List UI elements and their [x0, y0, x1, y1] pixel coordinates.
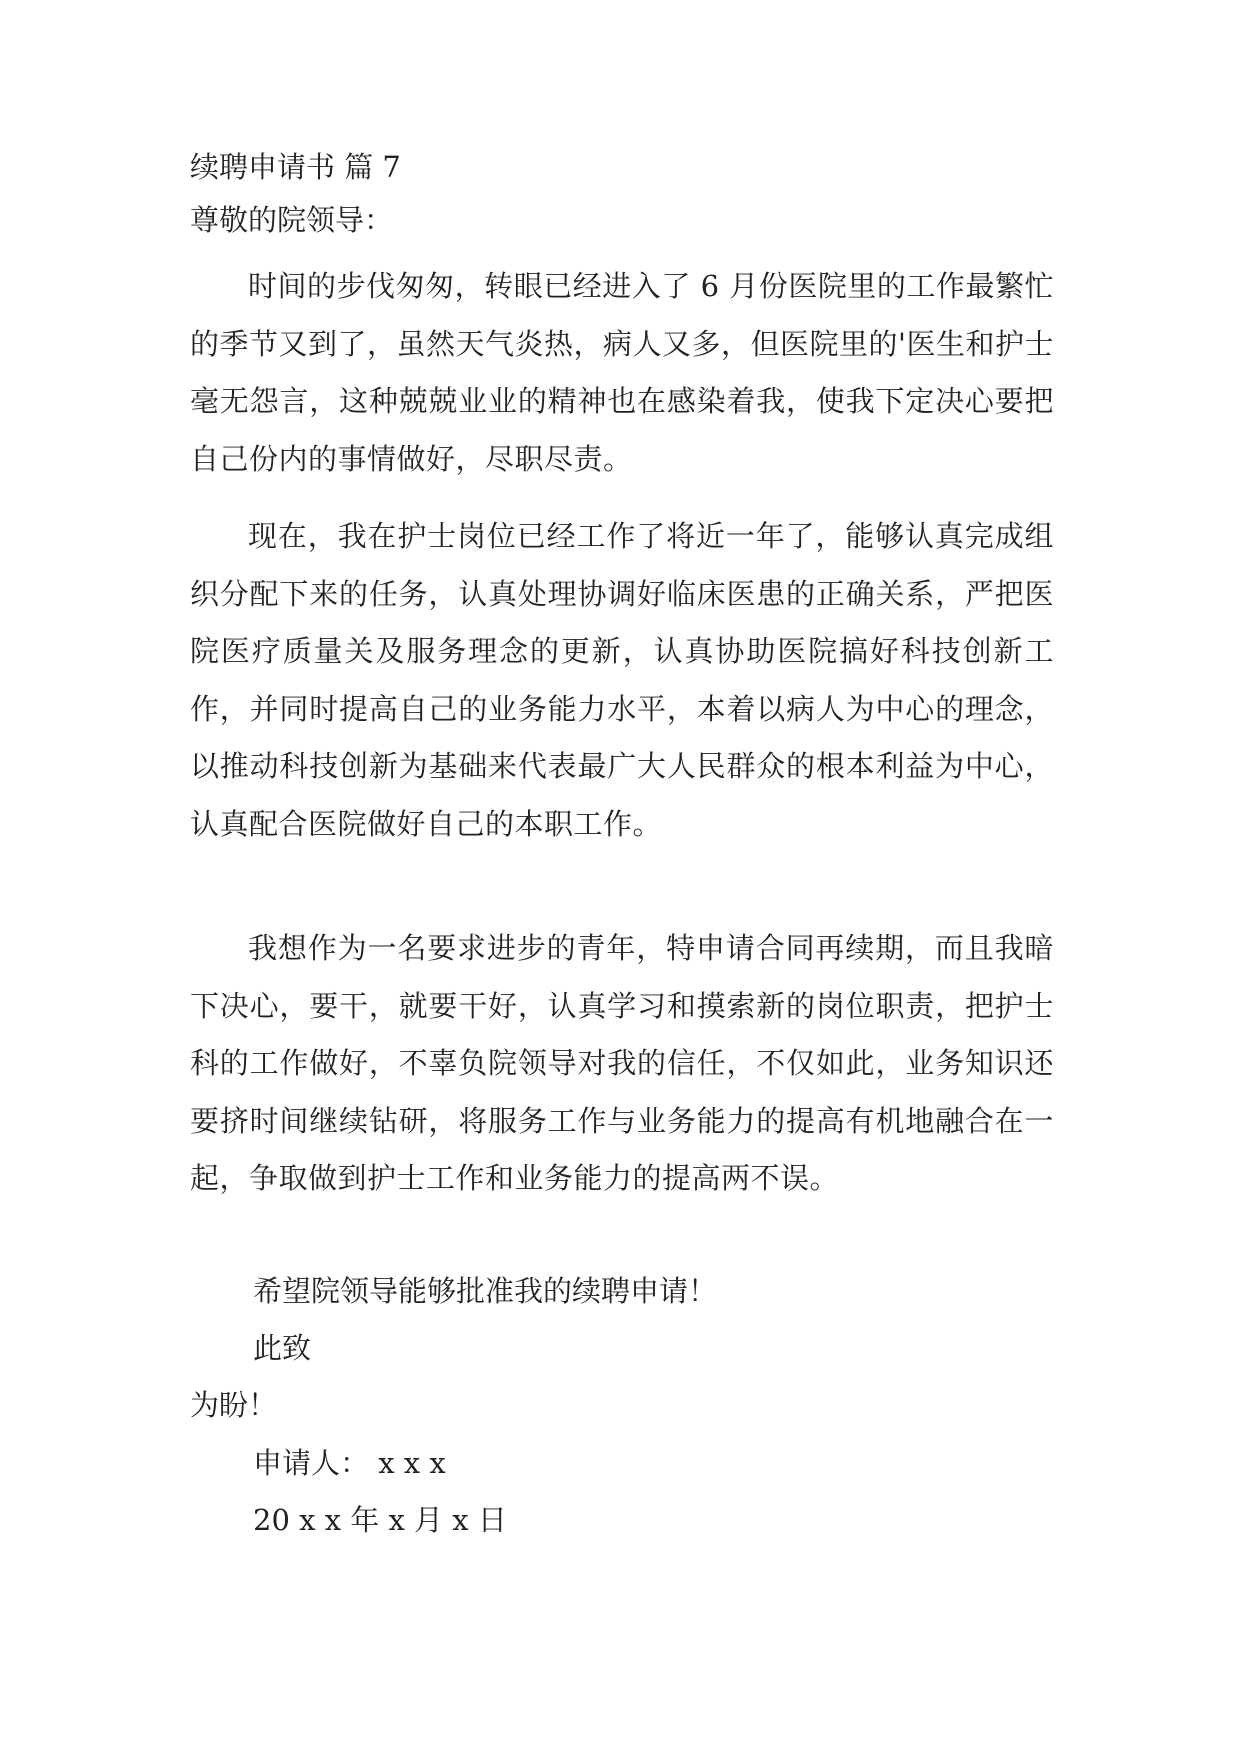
salutation: 尊敬的院领导： [190, 203, 394, 237]
applicant-signature: 申请人： x x x [253, 1446, 446, 1480]
closing-wish: 为盼！ [190, 1388, 278, 1422]
closing-phrase: 此致 [253, 1331, 312, 1365]
document-date: 20 x x 年 x 月 x 日 [253, 1503, 507, 1537]
body-paragraph: 时间的步伐匆匆，转眼已经进入了 6 月份医院里的工作最繁忙的季节又到了，虽然天气炎热，病人又多，但医院里的'医生和护士毫无怨言，这种兢兢业业的精神也在感染着我，使我下定决心要把自己份内的事情做好，尽职尽责。 [190, 269, 1054, 476]
request-sentence: 希望院领导能够批准我的续聘申请！ [253, 1274, 718, 1308]
body-paragraph: 我想作为一名要求进步的青年，特申请合同再续期，而且我暗下决心，要干，就要干好，认真学习和摸索新的岗位职责，把护士科的工作做好，不辜负院领导对我的信任，不仅如此，业务知识还要挤时间继续钻研，将服务工作与业务能力的提高有机地融合在一起，争取做到护士工作和业务能力的提高两不误。 [190, 931, 1054, 1195]
body-paragraph: 现在，我在护士岗位已经工作了将近一年了，能够认真完成组织分配下来的任务，认真处理协调好临床医患的正确关系，严把医院医疗质量关及服务理念的更新，认真协助医院搞好科技创新工作，并同时提高自己的业务能力水平，本着以病人为中心的理念，以推动科技创新为基础来代表最广大人民群众的根本利益为中心，认真配合医院做好自己的本职工作。 [190, 519, 1054, 841]
document-title: 续聘申请书 篇 7 [190, 150, 401, 184]
